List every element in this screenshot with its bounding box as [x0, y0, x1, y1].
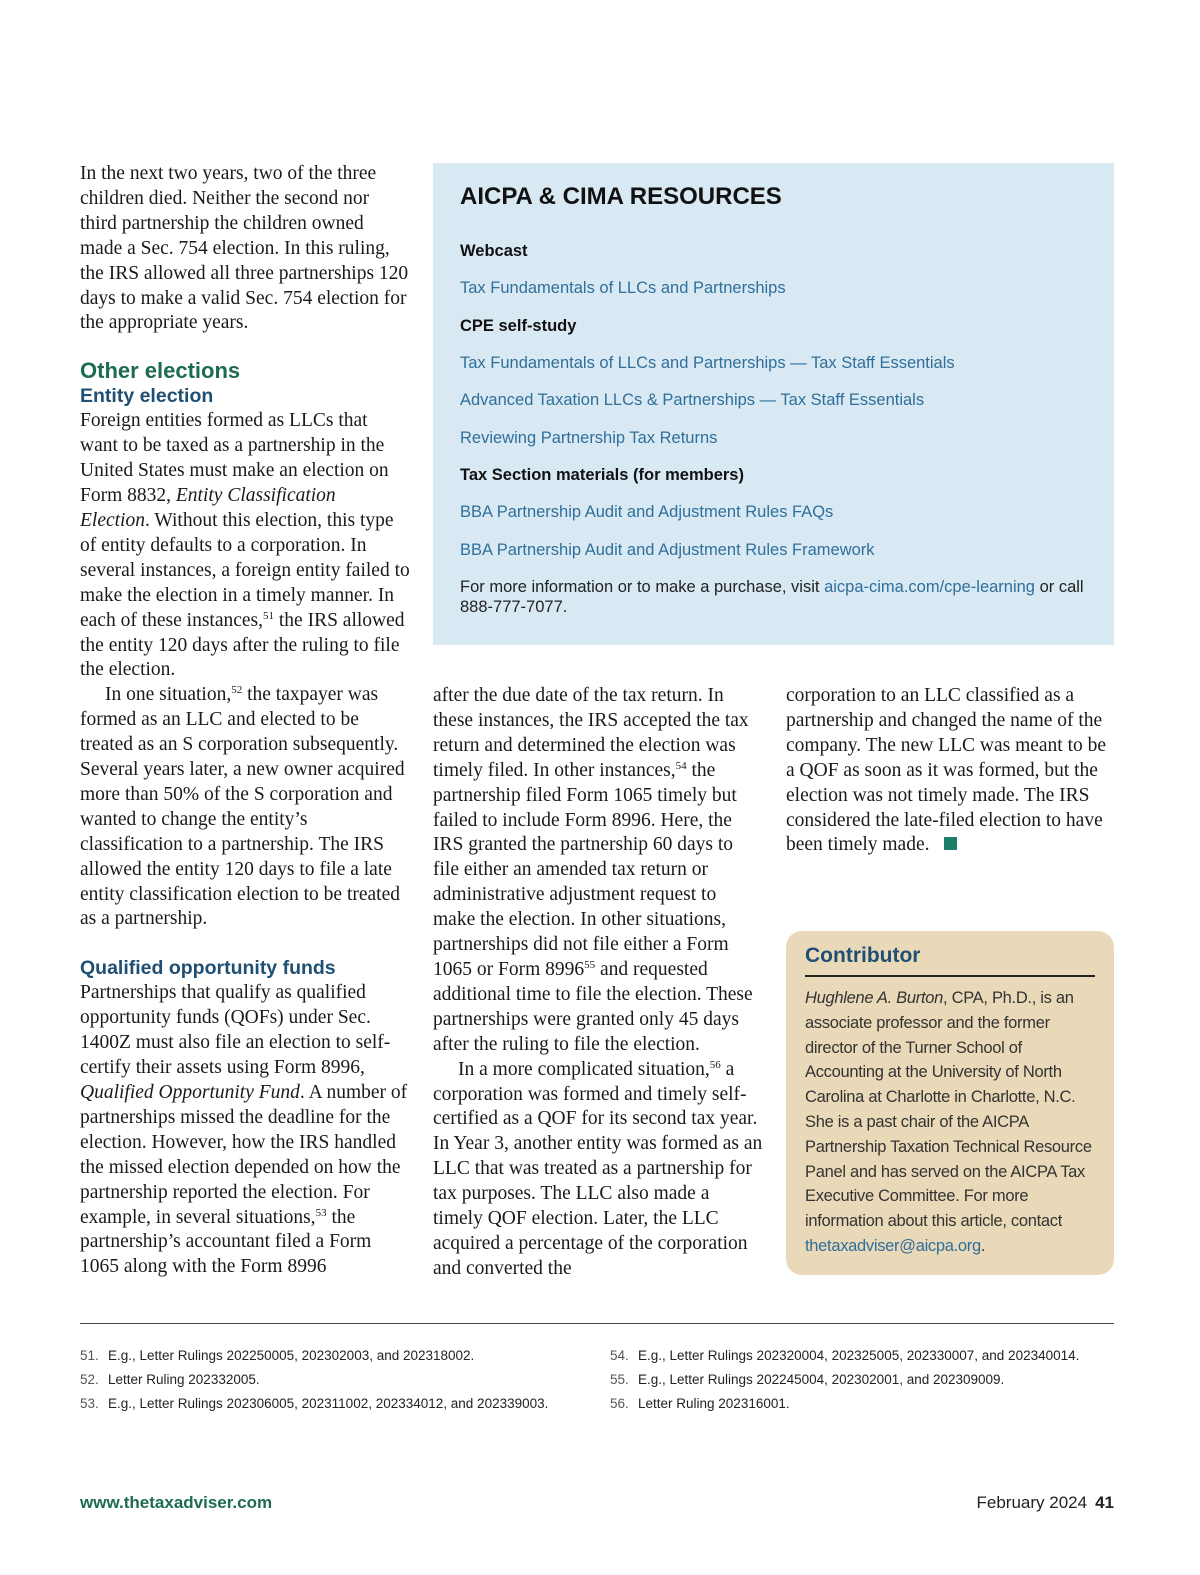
- subheading-qualified-opportunity-funds: Qualified opportunity funds: [80, 957, 336, 980]
- footer-site-link[interactable]: www.thetaxadviser.com: [80, 1493, 273, 1512]
- footnote-ref: 56: [709, 1058, 721, 1071]
- footnote-53: 53. E.g., Letter Rulings 202306005, 202311002, 202334012, and 202339003.: [80, 1396, 549, 1411]
- contributor-email-link[interactable]: thetaxadviser@aicpa.org: [805, 1236, 981, 1255]
- resource-link[interactable]: Tax Fundamentals of LLCs and Partnerships: [460, 279, 786, 297]
- footnote-54: 54. E.g., Letter Rulings 202320004, 202325005, 202330007, and 202340014.: [610, 1348, 1080, 1363]
- resource-link[interactable]: BBA Partnership Audit and Adjustment Rules Framework: [460, 541, 875, 559]
- resources-box: [433, 163, 1114, 645]
- end-mark-icon: [944, 837, 957, 850]
- resources-note: For more information or to make a purchase, visit aicpa-cima.com/cpe-learning or call 888-777-7077.: [460, 578, 1084, 616]
- footnote-55: 55. E.g., Letter Rulings 202245004, 202302001, and 202309009.: [610, 1372, 1005, 1387]
- footnote-ref: 53: [315, 1206, 327, 1219]
- contributor-box: [786, 931, 1114, 1275]
- resource-link[interactable]: BBA Partnership Audit and Adjustment Rules FAQs: [460, 503, 834, 521]
- paragraph: Foreign entities formed as LLCs that want to be taxed as a partnership in the United States must make an election on Form 8832, Entity Classification Election. Without this election, this type of entity defaults to a corporation. In several instances, a foreign entity failed to make the election in a timely manner. In each of these instances,$^{51}$ the IRS allowed the entity 120 days after the ruling to file the election.: [80, 410, 410, 681]
- footnote-ref: 51: [263, 609, 275, 622]
- paragraph: Partnerships that qualify as qualified opportunity funds (QOFs) under Sec. 1400Z must also file an election to self-certify their assets using Form 8996, Qualified Opportunity Fund. A number of partnerships missed the deadline for the election. However, how the IRS handled the missed election depended on how the partnership reported the election. For example, in several situations,$^{53}$ the partnership’s accountant filed a Form 1065 along with the Form 8996: [80, 982, 408, 1278]
- footnote-divider: [80, 1323, 1114, 1324]
- footnote-ref: 55: [584, 958, 596, 971]
- resources-heading-tax-section: Tax Section materials (for members): [460, 466, 744, 484]
- form-title: Entity Classification Election: [80, 485, 336, 531]
- paragraph: In a more complicated situation,$^{56}$ a corporation was formed and timely self-certified as a QOF for its second tax year. In Year 3, another entity was formed as an LLC that was treated as a partnership for tax purposes. The LLC also made a timely QOF election. Later, the LLC acquired a percentage of the corporation and converted the: [433, 1058, 763, 1279]
- resources-heading-webcast: Webcast: [460, 242, 528, 260]
- paragraph: In the next two years, two of the three children died. Neither the second nor third partnership the children owned made a Sec. 754 election. In this ruling, the IRS allowed all three partnerships 120 days to make a valid Sec. 754 election for the appropriate years.: [80, 163, 409, 334]
- footnote-51: 51. E.g., Letter Rulings 202250005, 202302003, and 202318002.: [80, 1348, 475, 1363]
- contributor-bio: Hughlene A. Burton, CPA, Ph.D., is an associate professor and the former director of the Turner School of Accounting at the University of North Carolina at Charlotte in Charlotte, N.C. She is a past chair of the AICPA Partnership Taxation Technical Resource Panel and has served on the AICPA Tax Executive Committee. For more information about this article, contact thetaxadviser@aicpa.org.: [805, 989, 1092, 1255]
- resource-link[interactable]: Advanced Taxation LLCs & Partnerships — Tax Staff Essentials: [460, 391, 925, 409]
- resource-link[interactable]: Tax Fundamentals of LLCs and Partnerships — Tax Staff Essentials: [460, 354, 955, 372]
- footnote-ref: 54: [675, 759, 687, 772]
- paragraph: after the due date of the tax return. In these instances, the IRS accepted the tax return and determined the election was timely filed. In other instances,$^{54}$ the partnership filed Form 1065 timely but failed to include Form 8996. Here, the IRS granted the partnership 60 days to file either an amended tax return or administrative adjustment request to make the election. In other situations, partnerships did not file either a Form 1065 or Form 8996$^{55}$ and requested additional time to file the election. These partnerships were granted only 45 days after the ruling to file the election.: [433, 685, 753, 1055]
- resources-heading-cpe: CPE self-study: [460, 317, 577, 335]
- contributor-title: Contributor: [805, 944, 921, 967]
- paragraph: In one situation,$^{52}$ the taxpayer was formed as an LLC and elected to be treated as an S corporation subsequently. Several years later, a new owner acquired more than 50% of the S corporation and wanted to change the entity’s classification to a partnership. The IRS allowed the entity 120 days to file a late entity classification election to be treated as a partnership.: [80, 684, 405, 930]
- footnote-ref: 52: [231, 684, 243, 697]
- issue-date: February 2024: [976, 1493, 1088, 1512]
- resource-link[interactable]: Reviewing Partnership Tax Returns: [460, 429, 718, 447]
- subheading-entity-election: Entity election: [80, 385, 214, 408]
- paragraph: corporation to an LLC classified as a partnership and changed the name of the company. The new LLC was meant to be a QOF as soon as it was formed, but the election was not timely made. The IRS considered the late-filed election to have been timely made.: [786, 685, 1107, 856]
- resources-title: AICPA & CIMA RESOURCES: [460, 183, 782, 210]
- cpe-learning-link[interactable]: aicpa-cima.com/cpe-learning: [824, 578, 1035, 596]
- section-heading-other-elections: Other elections: [80, 358, 241, 384]
- article-column-2: [433, 684, 763, 1282]
- footnote-56: 56. Letter Ruling 202316001.: [610, 1396, 790, 1411]
- article-column-1: [80, 162, 410, 1280]
- contributor-name: Hughlene A. Burton: [805, 989, 944, 1007]
- footnote-52: 52. Letter Ruling 202332005.: [80, 1372, 260, 1387]
- divider: [805, 975, 1095, 977]
- page-number: 41: [1095, 1493, 1114, 1512]
- footer-date-page: [977, 1493, 1115, 1513]
- article-column-3: [786, 684, 1114, 858]
- form-title: Qualified Opportunity Fund: [80, 1082, 300, 1103]
